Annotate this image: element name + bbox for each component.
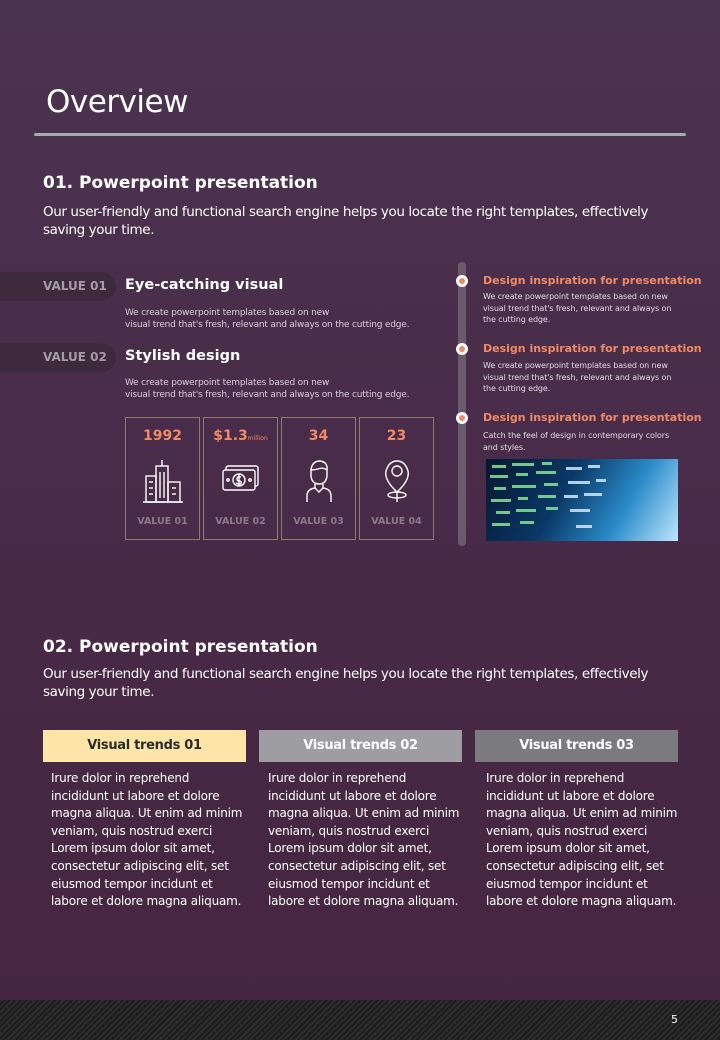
timeline-dot [456, 343, 468, 355]
stat-label: VALUE 01 [137, 516, 188, 527]
map-pin-icon [376, 458, 418, 504]
value-tag-label: VALUE 01 [43, 279, 107, 293]
footer-band [0, 1000, 720, 1040]
section2-description: Our user-friendly and functional search engine helps you locate the right templates, effectively saving your time. [43, 666, 649, 700]
stat-box-02 [203, 417, 278, 540]
page-number: 5 [671, 1013, 678, 1026]
value-tag-01 [0, 272, 116, 301]
value-text-line: visual trend that's fresh, relevant and always on the cutting edge. [125, 390, 410, 400]
value-tag-label: VALUE 02 [43, 350, 107, 364]
trend-body-02: Irure dolor in reprehend incididunt ut labore et dolore magna aliqua. Ut enim ad minim veniam, quis nostrud exerci Lorem ipsum dolor sit amet, consectetur adipiscing elit, set eiusmod tempor incidunt et labore et dolore magna aliquam. [268, 771, 460, 909]
stat-suffix: million [247, 435, 268, 442]
trend-header-01: Visual trends 01 [43, 730, 246, 762]
trend-body-03: Irure dolor in reprehend incididunt ut labore et dolore magna aliqua. Ut enim ad minim veniam, quis nostrud exerci Lorem ipsum dolor sit amet, consectetur adipiscing elit, set eiusmod tempor incidunt et labore et dolore magna aliquam. [486, 771, 678, 909]
timeline-title-03: Design inspiration for presentation [483, 411, 702, 424]
timeline-dot [456, 275, 468, 287]
section1-heading: 01. Powerpoint presentation [43, 173, 318, 193]
value-text-line: visual trend that's fresh, relevant and always on the cutting edge. [125, 320, 410, 330]
stat-label: VALUE 02 [215, 516, 266, 527]
value-title-01: Eye-catching visual [125, 277, 284, 293]
value-text-02 [125, 377, 435, 401]
stat-number: 1992 [143, 428, 182, 444]
stat-label: VALUE 04 [371, 516, 422, 527]
stat-box-04 [359, 417, 434, 540]
stat-number: 23 [386, 428, 407, 444]
section2-heading: 02. Powerpoint presentation [43, 637, 318, 657]
timeline-bar [458, 262, 466, 546]
value-text-01 [125, 307, 435, 331]
value-tag-02 [0, 343, 116, 372]
trend-body-01: Irure dolor in reprehend incididunt ut labore et dolore magna aliqua. Ut enim ad minim veniam, quis nostrud exerci Lorem ipsum dolor sit amet, consectetur adipiscing elit, set eiusmod tempor incidunt et labore et dolore magna aliquam. [51, 771, 243, 909]
money-icon [220, 458, 262, 504]
timeline-text-03: Catch the feel of design in contemporary colors and styles. [483, 431, 670, 452]
value-text-line: We create powerpoint templates based on new [125, 308, 330, 318]
title-divider [34, 133, 686, 136]
timeline-text-02: We create powerpoint templates based on new visual trend that's fresh, relevant and always on the cutting edge. [483, 361, 672, 393]
trend-header-02: Visual trends 02 [259, 730, 462, 762]
value-text-line: We create powerpoint templates based on new [125, 378, 330, 388]
timeline-dot [456, 412, 468, 424]
stat-box-01 [125, 417, 200, 540]
stat-number: $1.3million [213, 428, 268, 444]
person-icon [298, 458, 340, 504]
buildings-icon [142, 458, 184, 504]
trend-header-03: Visual trends 03 [475, 730, 678, 762]
stat-box-03 [281, 417, 356, 540]
stat-number: 34 [308, 428, 329, 444]
section1-description: Our user-friendly and functional search engine helps you locate the right templates, effectively saving your time. [43, 204, 649, 238]
timeline-text-01: We create powerpoint templates based on new visual trend that's fresh, relevant and always on the cutting edge. [483, 292, 672, 324]
timeline-title-02: Design inspiration for presentation [483, 342, 702, 355]
value-title-02: Stylish design [125, 348, 241, 364]
timeline-title-01: Design inspiration for presentation [483, 274, 702, 287]
data-screen-photo [486, 459, 678, 541]
page-title: Overview [46, 84, 188, 120]
stat-label: VALUE 03 [293, 516, 344, 527]
